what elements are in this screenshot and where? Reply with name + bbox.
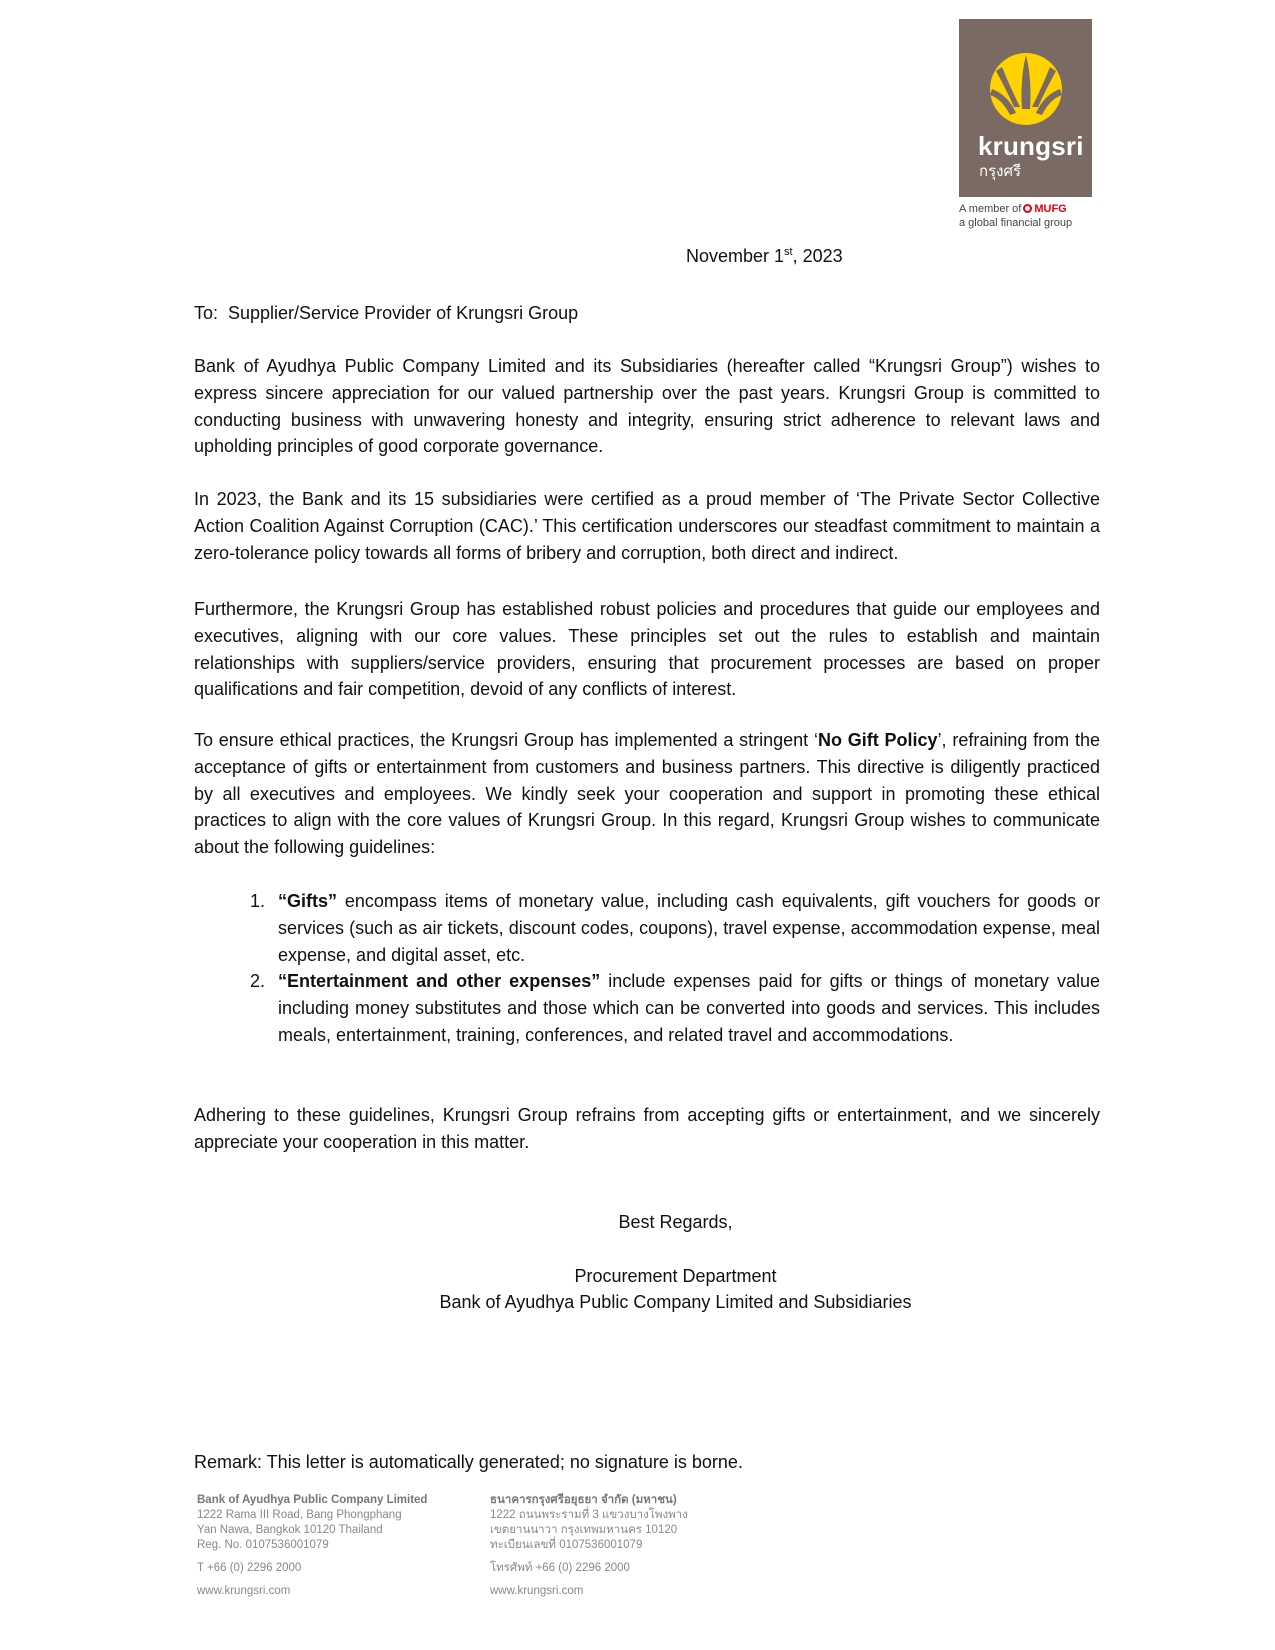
list-item-term: “Gifts”: [278, 891, 338, 911]
date-prefix: November 1: [686, 246, 785, 266]
list-item-term: “Entertainment and other expenses”: [278, 971, 601, 992]
list-item: [240, 968, 1100, 1048]
footer-reg-number: ทะเบียนเลขที่ 0107536001079: [490, 1539, 643, 1551]
footer-thai-address: [490, 1493, 688, 1599]
recipient-line: To: Supplier/Service Provider of Krungsri Group: [194, 303, 579, 323]
paragraph-no-gift-policy: [194, 727, 1100, 861]
letter-date: [686, 246, 843, 267]
footer-address-line1: 1222 Rama III Road, Bang Phongphang: [197, 1509, 402, 1521]
brand-name-thai: กรุงศรี: [979, 163, 1022, 180]
paragraph-policies: Furthermore, the Krungsri Group has established robust policies and procedures that guide our employees and executives, aligning with our core values. These principles set out the rules to establish and maintain relationships with suppliers/service providers, ensuring that procurement processes are based on proper qualifications and fair competition, devoid of any conflicts of interest.: [194, 599, 1100, 700]
list-item-number: 1.: [250, 891, 266, 911]
mufg-ring-icon: [1023, 204, 1032, 213]
list-item-number: 2.: [250, 971, 266, 992]
footer-address-line1: 1222 ถนนพระรามที่ 3 แขวงบางโพงพาง: [490, 1509, 688, 1521]
krungsri-logo: [959, 19, 1092, 197]
no-gift-policy-term: No Gift Policy: [817, 730, 938, 750]
paragraph-closing: Adhering to these guidelines, Krungsri Group refrains from accepting gifts or entertainment, and we sincerely appreciate your cooperation in this matter.: [194, 1105, 1100, 1152]
footer-address-line2: Yan Nawa, Bangkok 10120 Thailand: [197, 1524, 383, 1536]
footer-phone: โทรศัพท์ +66 (0) 2296 2000: [490, 1562, 630, 1574]
brand-name-latin: krungsri: [978, 131, 1084, 161]
mufg-label: MUFG: [1034, 203, 1067, 215]
footer-english-address: [197, 1493, 427, 1599]
list-item-text: include expenses paid for gifts or things of monetary value including money substitutes and those which can be converted into goods and services. This includes meals, entertainment, training, conferences, and related travel and accommodations.: [278, 971, 1101, 1045]
footer-reg-number: Reg. No. 0107536001079: [197, 1539, 329, 1551]
sender-department: Procurement Department: [574, 1266, 777, 1286]
date-suffix: , 2023: [792, 246, 843, 266]
footer-address-line2: เขตยานนาวา กรุงเทพมหานคร 10120: [490, 1524, 678, 1536]
paragraph-cac: In 2023, the Bank and its 15 subsidiaries were certified as a proud member of ‘The Private Sector Collective Action Coalition Against Corruption (CAC).’ This certification underscores our steadfast commitment to maintain a zero-tolerance policy towards all forms of bribery and corruption, both direct and indirect.: [194, 489, 1100, 563]
list-item: [240, 888, 1100, 968]
member-prefix: A member of: [959, 203, 1022, 215]
p4-before: To ensure ethical practices, the Krungsri Group has implemented a stringent ‘: [194, 730, 818, 750]
footer-company-name: Bank of Ayudhya Public Company Limited: [197, 1494, 428, 1506]
date-ordinal: st: [784, 246, 793, 258]
guidelines-list: [240, 888, 1100, 1049]
footer-phone: T +66 (0) 2296 2000: [197, 1562, 302, 1574]
sender-organization: Bank of Ayudhya Public Company Limited and Subsidiaries: [439, 1292, 912, 1312]
footer-company-name: ธนาคารกรุงศรีอยุธยา จำกัด (มหาชน): [490, 1494, 677, 1506]
krungsri-emblem-icon: [986, 49, 1066, 129]
list-item-text: encompass items of monetary value, including cash equivalents, gift vouchers for goods or services (such as air tickets, discount codes, coupons), travel expense, accommodation expense, meal expense, and digital asset, etc.: [278, 891, 1100, 965]
p4-after: ’, refraining from the acceptance of gifts or entertainment from customers and business partners. This directive is diligently practiced by all executives and employees. We kindly seek your cooperation and support in promoting these ethical practices to align with the core values of Krungsri Group. In this regard, Krungsri Group wishes to communicate about the following guidelines:: [194, 730, 1100, 858]
member-line2: a global financial group: [959, 217, 1073, 229]
remark-note: Remark: This letter is automatically generated; no signature is borne.: [194, 1452, 743, 1472]
footer-website[interactable]: www.krungsri.com: [490, 1585, 584, 1597]
paragraph-intro: Bank of Ayudhya Public Company Limited and its Subsidiaries (hereafter called “Krungsri Group”) wishes to express sincere appreciation for our valued partnership over the past years. Krungsri Group is committed to conducting business with unwavering honesty and integrity, ensuring strict adherence to relevant laws and upholding principles of good corporate governance.: [194, 356, 1100, 457]
footer-website[interactable]: www.krungsri.com: [197, 1585, 291, 1597]
closing-regards: Best Regards,: [618, 1212, 733, 1232]
mufg-member-tagline: [959, 202, 1072, 230]
